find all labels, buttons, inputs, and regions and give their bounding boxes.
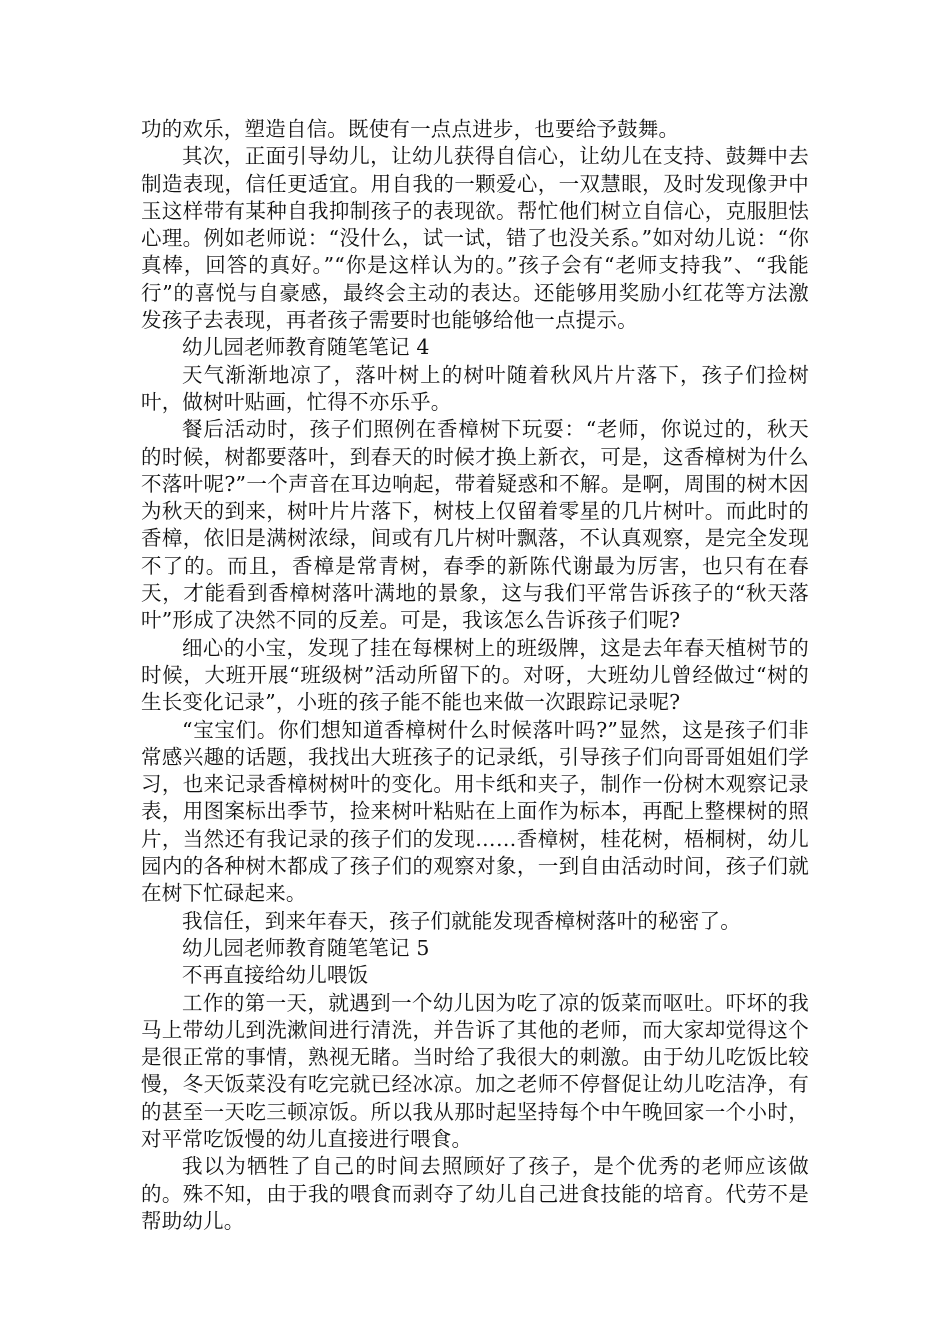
paragraph: 天气渐渐地凉了，落叶树上的树叶随着秋风片片落下，孩子们捡树叶，做树叶贴画，忙得不亦乐乎。 <box>141 362 809 414</box>
paragraph: 餐后活动时，孩子们照例在香樟树下玩耍：“老师，你说过的，秋天的时候，树都要落叶，到春天的时候才换上新衣，可是，这香樟树为什么不落叶呢?”一个声音在耳边响起，带着疑惑和不解。是啊，周围的树木因为秋天的到来，树叶片片落下，树枝上仅留着零星的几片树叶。而此时的香樟，依旧是满树浓绿，间或有几片树叶飘落，不认真观察，是完全发现不了的。而且，香樟是常青树，春季的新陈代谢最为厉害，也只有在春天，才能看到香樟树落叶满地的景象，这与我们平常告诉孩子的“秋天落叶”形成了决然不同的反差。可是，我该怎么告诉孩子们呢? <box>141 417 809 633</box>
document-page <box>141 116 809 1235</box>
paragraph: 细心的小宝，发现了挂在每棵树上的班级牌，这是去年春天植树节的时候，大班开展“班级树”活动所留下的。对呀，大班幼儿曾经做过“树的生长变化记录”，小班的孩子能不能也来做一次跟踪记录呢? <box>141 635 809 715</box>
section-heading-4: 幼儿园老师教育随笔笔记 4 <box>182 335 430 360</box>
paragraph-continuation: 功的欢乐，塑造自信。既使有一点点进步，也要给予鼓舞。 <box>141 117 680 141</box>
paragraph: 其次，正面引导幼儿，让幼儿获得自信心，让幼儿在支持、鼓舞中去制造表现，信任更适宜。用自我的一颗爱心，一双慧眼，及时发现像尹中玉这样带有某种自我抑制孩子的表现欲。帮忙他们树立自信心，克服胆怯心理。例如老师说：“没什么，试一试，错了也没关系。”如对幼儿说：“你真棒，回答的真好。”“你是这样认为的。”孩子会有“老师支持我”、“我能行”的喜悦与自豪感，最终会主动的表达。还能够用奖励小红花等方法激发孩子去表现，再者孩子需要时也能够给他一点提示。 <box>141 144 809 333</box>
paragraph: 工作的第一天，就遇到一个幼儿因为吃了凉的饭菜而呕吐。吓坏的我马上带幼儿到洗漱间进行清洗，并告诉了其他的老师，而大家却觉得这个是很正常的事情，熟视无睹。当时给了我很大的刺激。由于幼儿吃饭比较慢，冬天饭菜没有吃完就已经冰凉。加之老师不停督促让幼儿吃洁净，有的甚至一天吃三顿凉饭。所以我从那时起坚持每个中午晚回家一个小时，对平常吃饭慢的幼儿直接进行喂食。 <box>141 990 809 1151</box>
section-subtitle: 不再直接给幼儿喂饭 <box>182 963 369 988</box>
section-heading-5: 幼儿园老师教育随笔笔记 5 <box>182 935 430 960</box>
paragraph: 我信任，到来年春天，孩子们就能发现香樟树落叶的秘密了。 <box>182 908 741 933</box>
paragraph: “宝宝们。你们想知道香樟树什么时候落叶吗?”显然，这是孩子们非常感兴趣的话题，我找出大班孩子的记录纸，引导孩子们向哥哥姐姐们学习，也来记录香樟树树叶的变化。用卡纸和夹子，制作一份树木观察记录表，用图案标出季节，捡来树叶粘贴在上面作为标本，再配上整棵树的照片，当然还有我记录的孩子们的发现……香樟树，桂花树，梧桐树，幼儿园内的各种树木都成了孩子们的观察对象，一到自由活动时间，孩子们就在树下忙碌起来。 <box>141 717 809 906</box>
paragraph: 我以为牺牲了自己的时间去照顾好了孩子，是个优秀的老师应该做的。殊不知，由于我的喂食而剥夺了幼儿自己进食技能的培育。代劳不是帮助幼儿。 <box>141 1154 809 1233</box>
